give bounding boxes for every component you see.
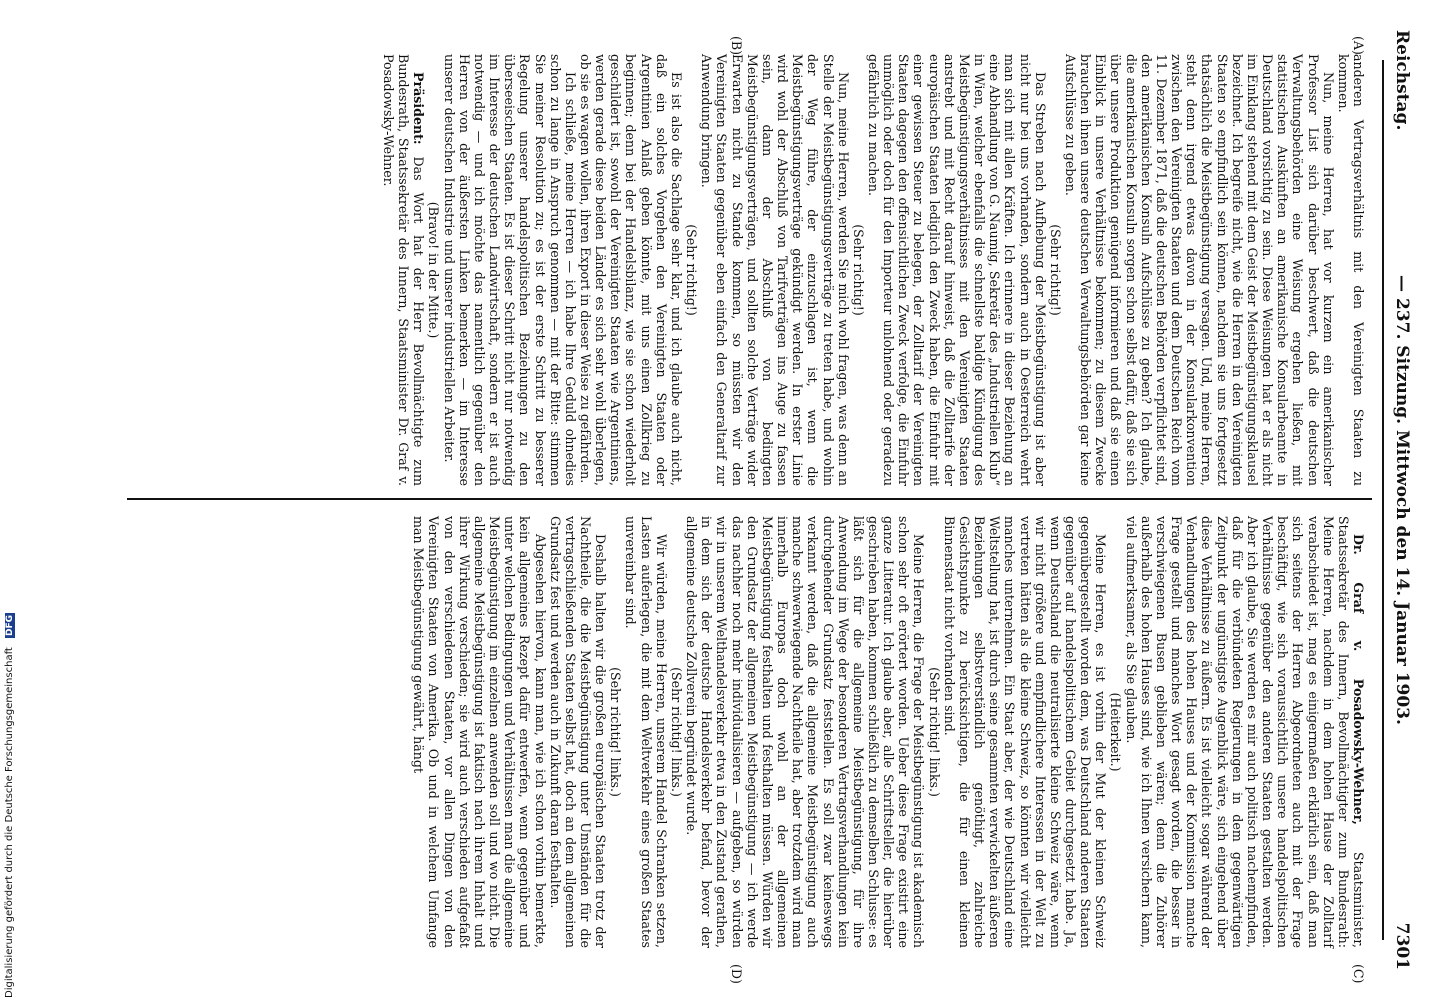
margin-mark-d: (D) (729, 964, 744, 984)
header-center: — 237. Sitzung. Mittwoch den 14. Januar 1903. (1392, 275, 1412, 725)
header-rule (1382, 60, 1384, 940)
paragraph: Nun, meine Herren, werden Sie mich wohl fragen, was denn an Stelle der Meistbegünstigungsverträge zu treten habe, und wohin der Weg führe, der einzuschlagen ist, wenn die Meistbegünstigungsverträge gekündigt werden. In erster Linie wird wohl der Abschluß von Tarifverträgen ins Auge zu fassen sein, dann der Abschluß von bedingten Meistbegünstigungsverträgen, und sollten solche Verträge wider Erwarten nicht zu Stande kommen, so müssten wir den Vereinigten Staaten gegenüber eben einfach den Generaltarif zur Anwendung bringen. (699, 54, 851, 486)
interjection: (Sehr richtig!) (1047, 224, 1063, 316)
interjection: (Sehr richtig! links.) (668, 667, 684, 797)
interjection: (Sehr richtig! links.) (608, 667, 624, 797)
margin-mark-b: (B) (729, 36, 744, 56)
speaker-name: Dr. Graf v. Posadowsky-Wehner, (1351, 534, 1366, 825)
paragraph: Abgesehen hiervon, kann man, wie ich schon vorhin bemerkte, kein allgemeines Rezept dafür entwerfen, wenn gegenüber und unter welchen Bedingungen und Verhältnissen man die allgemeine Meistbegünstigung im einzelnen anwenden soll und wo nicht. Die allgemeine Meistbegünstigung ist faktisch nach ihrem Inhalt und ihrer Wirkung verschieden; sie wird auch verschieden aufgefaßt von den verschiedenen Staaten, vor allen Dingen von den Vereinigten Staaten von Amerika. Ob und in welchem Umfange man Meistbegünstigung gewährt, hängt (411, 516, 548, 948)
left-column (381, 54, 1366, 486)
interjection: (Sehr richtig!) (684, 224, 700, 316)
footer-text: Digitalisierung gefördert durch die Deutsche Forschungsgemeinschaft (4, 647, 15, 998)
interjection: (Sehr richtig!) (850, 224, 866, 316)
interjection: (Sehr richtig! links.) (926, 667, 942, 797)
paragraph: Das Streben nach Aufhebung der Meistbegünstigung ist aber nicht nur bei uns vorhanden, sondern auch in Oesterreich wehrt man sich mit allen Kräften. Ich erinnere in dieser Beziehung an eine Abhandlung von G. Naumig, Sekretär des „Industriellen Klub“ in Wien, welcher ebenfalls die schnellste baldige Kündigung des Meistbegünstigungsverhältnisses mit den Vereinigten Staaten anstrebt und mit Recht darauf hinweist, daß die Zolltarife der europäischen Staaten lediglich den Zweck haben, die Einfuhr mit einer gewissen Steuer zu belegen, der Zolltarif der Vereinigten Staaten dagegen den offensichtlichen Zweck verfolge, die Einfuhr unmöglich oder doch für den Importeur unlohnend oder geradezu gefährlich zu machen. (866, 54, 1048, 486)
right-column (411, 516, 1366, 948)
margin-mark-c: (C) (1351, 964, 1366, 984)
paragraph: Wir würden, meine Herren, unserem Handel Schranken setzen, Lasten auferlegen, die mit dem Weltverkehr eines großen Staates unvereinbar sind. (623, 516, 669, 948)
speaker-paragraph (1124, 516, 1367, 948)
paragraph: Deshalb halten wir die großen europäischen Staaten trotz der Nachtheile, die die Meistbegünstigung unter Umständen für die vertragschließenden Staaten selbst hat, doch an dem allgemeinen Grundsatz fest und werden auch in Zukunft daran festhalten. (547, 516, 609, 948)
paragraph-text: Staatsminister, Staatssekretär des Innern, Bevollmächtigter zum Bundesrath: Meine Herren, nachdem in dem hohen Hause der Zolltarif verabschiedet ist, mag es einigermaßen erklärlich sein, daß man sich seitens der Herren Abgeordneten auch mit der Frage beschäftigt, wie sich voraussichtlich unsere handelspolitischen Verhältnisse gegenüber den anderen Staaten gestalten werden. Aber ich glaube, Sie werden es mir auch politisch nachempfinden, daß für die verbündeten Regierungen in dem gegenwärtigen Zeitpunkt der ungünstigste Augenblick wäre, sich eingehend über diese Verhältnisse zu äußern. Es ist vielleicht sogar während der Verhandlungen des hohen Hauses und der Kommission manche Frage gestellt und manches Wort gesagt worden, die besser in verschwiegenen Busen geblieben wären; denn die Zuhörer außerhalb des hohen Hauses sind, wie ich Ihnen versichern kann, viel aufmerksamer, als Sie glauben. (1123, 516, 1366, 948)
column-divider (127, 498, 1372, 500)
header-left: Reichstag. (1392, 30, 1412, 131)
paragraph: Ich schließe, meine Herren — ich habe Ihre Geduld ohnedies schon zu lange in Anspruch genommen — mit der Bitte: stimmen Sie meiner Resolution zu; es ist der erste Schritt zu besserer Regelung unserer handelspolitischen Beziehungen zu den überseeischen Staaten. Es ist dieser Schritt nicht nur notwendig im Interesse der deutschen Landwirtschaft, sondern er ist auch notwendig — und ich möchte das namentlich gegenüber den Herren von der äußersten Linken bemerken — im Interesse unserer deutschen Industrie und unserer industriellen Arbeiter. (441, 54, 578, 486)
paragraph: anderen Vertragsverhältnis mit den Vereinigten Staaten zu kommen. (1335, 54, 1366, 486)
paragraph: Meine Herren, die Frage der Meistbegünstigung ist akademisch schon sehr oft erörtert worden. Ueber diese Frage existirt eine ganze Litteratur. Ich glaube aber, alle Schriftsteller, die hierüber geschrieben haben, kommen schließlich zu demselben Schlusse: es läßt sich für die allgemeine Meistbegünstigung, für ihre Anwendung im Wege der besonderen Vertragsverhandlungen kein durchgehender Grundsatz feststellen. Es soll zwar keineswegs verkannt werden, daß die allgemeine Meistbegünstigung auch manche schwerwiegende Nachtheile hat, aber trotzdem wird man innerhalb Europas doch wohl an der allgemeinen Meistbegünstigung festhalten und festhalten müssen. Würden wir den Grundsatz der allgemeinen Meistbegünstigung — ich werde das nachher noch mehr individualisieren — aufgeben, so würden wir in unserem Welthandelsverkehr etwa in den Zustand gerathen, in dem sich der deutsche Handelsverkehr befand, bevor der allgemeine deutsche Zollverein begründet wurde. (684, 516, 927, 948)
paragraph: Nun, meine Herren, hat vor kurzem ein amerikanischer Professor List sich darüber beschwert, daß die deutschen Verwaltungsbehörden eine Weisung ergehen ließen, mit statistischen Auskünften an amerikanische Konsularbeamte in Deutschland vorsichtig zu sein. Diese Weisungen hat er als nicht im Einklang stehend mit dem Geist der Meistbegünstigungsklausel bezeichnet. Ich begreife nicht, wie die Herren in den Vereinigten Staaten so empfindlich sein können, nachdem sie uns fortgesetzt thatsächlich die Meistbegünstigung versagen. Und, meine Herren, steht denn irgend etwas davon in der Konsularkonvention zwischen den Vereinigten Staaten und dem Deutschen Reich vom 11. Dezember 1871, daß die deutschen Behörden verpflichtet sind, den amerikanischen Konsuln Aufschlüsse zu geben? Ich glaube, die amerikanischen Konsuln sorgen schon selbst dafür, daß sie sich über unsere Produktion genügend informieren und daß sie einen Einblick in unsere Verhältnisse bekommen; zu diesem Zwecke brauchen ihnen unsere deutschen Verwaltungsbehörden gar keine Aufschlüsse zu geben. (1063, 54, 1336, 486)
paragraph-text: Das Wort hat der Herr Bevollmächtigte zum Bundesrath, Staatssekretär des Innern, Staatsminister Dr. Graf v. Posadowsky-Wehner. (381, 54, 427, 486)
page-number: 7301 (1392, 922, 1412, 970)
interjection: (Bravo! in der Mitte.) (426, 201, 442, 339)
digitization-footer (4, 613, 15, 998)
paragraph: Es ist also die Sachlage sehr klar, und ich glaube auch nicht, daß ein solches Vorgehen den Vereinigten Staaten oder Argentinien Anlaß geben könnte, mit uns einen Zollkrieg zu beginnen; denn bei der Handelsbilanz, wie sie schon wiederholt geschildert ist, sowohl der Vereinigten Staaten wie Argentiniens, werden gerade diese beiden Länder es sich sehr wohl überlegen, ob sie es wagen wollen, ihren Export in dieser Weise zu gefährden. (578, 54, 684, 486)
margin-mark-a: (A) (1351, 36, 1366, 55)
president-paragraph (381, 54, 426, 486)
dfg-logo: DFG (5, 614, 15, 636)
interjection: (Heiterkeit.) (1108, 692, 1124, 772)
paragraph: Meine Herren, es ist vorhin der Mut der kleinen Schweiz gegenübergestellt worden dem, was Deutschland anderen Staaten gegenüber auf handelspolitischem Gebiet durchgesetzt habe. Ja, wenn Deutschland die neutralisierte kleine Schweiz wäre, wenn wir nicht größere und empfindlichere Interessen in der Welt zu vertreten hätten als die kleine Schweiz, so könnten wir vielleicht manches unternehmen. Ein Staat aber, der wie Deutschland eine Weltstellung hat, ist durch seine gesammten verwickelten äußeren Beziehungen selbstverständlich genöthigt, zahlreiche Gesichtspunkte zu berücksichtigen, die für einen kleinen Binnenstaat nicht vorhanden sind. (941, 516, 1109, 948)
speaker-label: Präsident: (411, 72, 427, 145)
